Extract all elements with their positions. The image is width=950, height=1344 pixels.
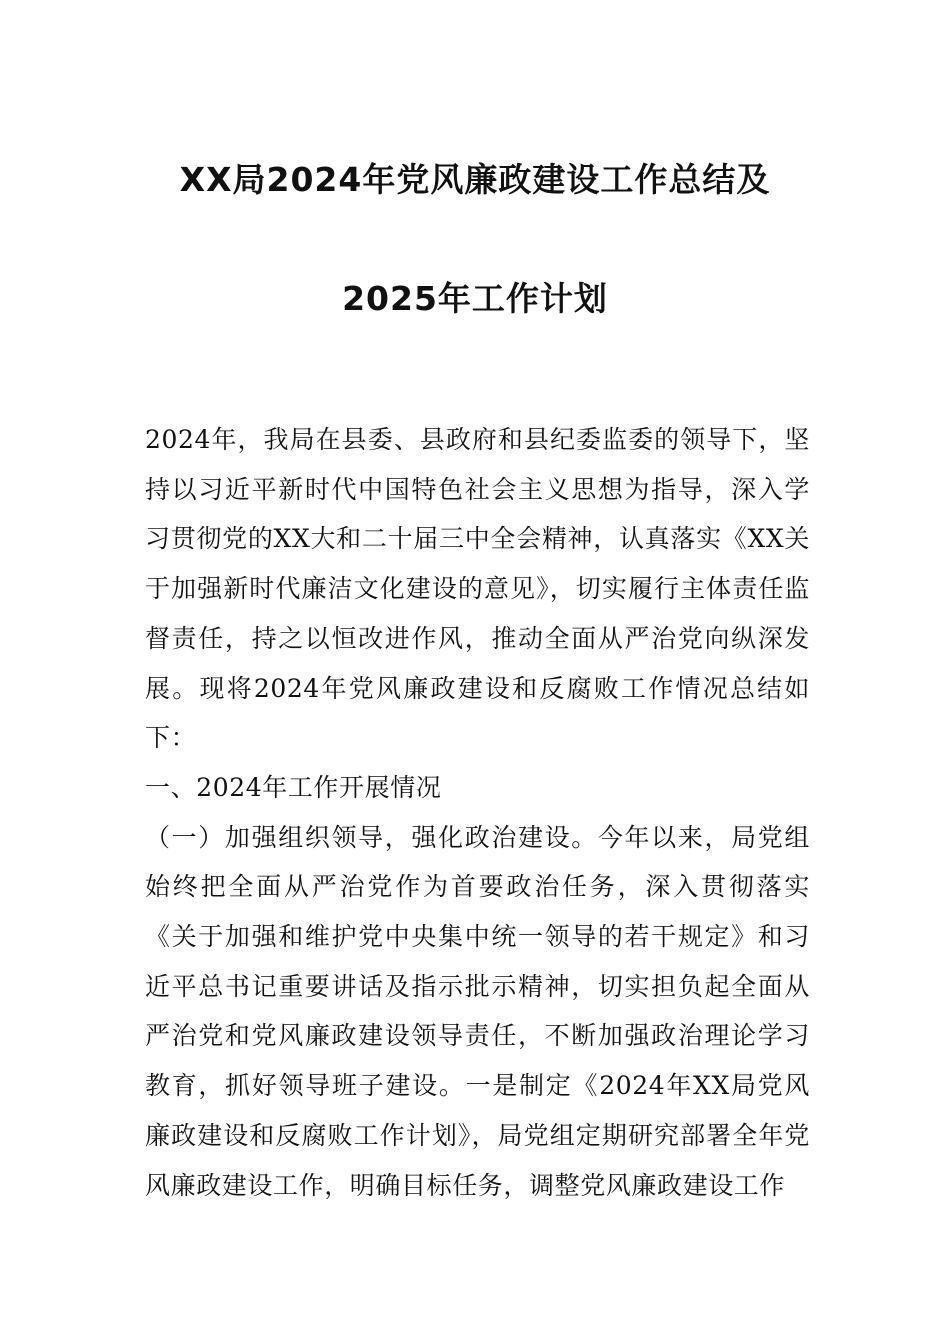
document-title-line-1: XX局2024年党风廉政建设工作总结及: [179, 160, 771, 199]
subsection-paragraph-1: （一）加强组织领导，强化政治建设。今年以来，局党组始终把全面从严治党作为首要政治任务，深入贯彻落实《关于加强和维护党中央集中统一领导的若干规定》和习近平总书记重要讲话及指示批示精神，切实担负起全面从严治党和党风廉政建设领导责任，不断加强政治理论学习教育，抓好领导班子建设。一是制定《2024年XX局党风廉政建设和反腐败工作计划》，局党组定期研究部署全年党风廉政建设工作，明确目标任务，调整党风廉政建设工作: [145, 822, 810, 1200]
section-heading-1: 一、2024年工作开展情况: [145, 772, 442, 802]
intro-paragraph: 2024年，我局在县委、县政府和县纪委监委的领导下，坚持以习近平新时代中国特色社会主义思想为指导，深入学习贯彻党的XX大和二十届三中全会精神，认真落实《XX关于加强新时代廉洁文化建设的意见》，切实履行主体责任监督责任，持之以恒改进作风，推动全面从严治党向纵深发展。现将2024年党风廉政建设和反腐败工作情况总结如下：: [145, 425, 810, 753]
document-title-line-2: 2025年工作计划: [342, 279, 608, 318]
document-body: [145, 415, 810, 1210]
